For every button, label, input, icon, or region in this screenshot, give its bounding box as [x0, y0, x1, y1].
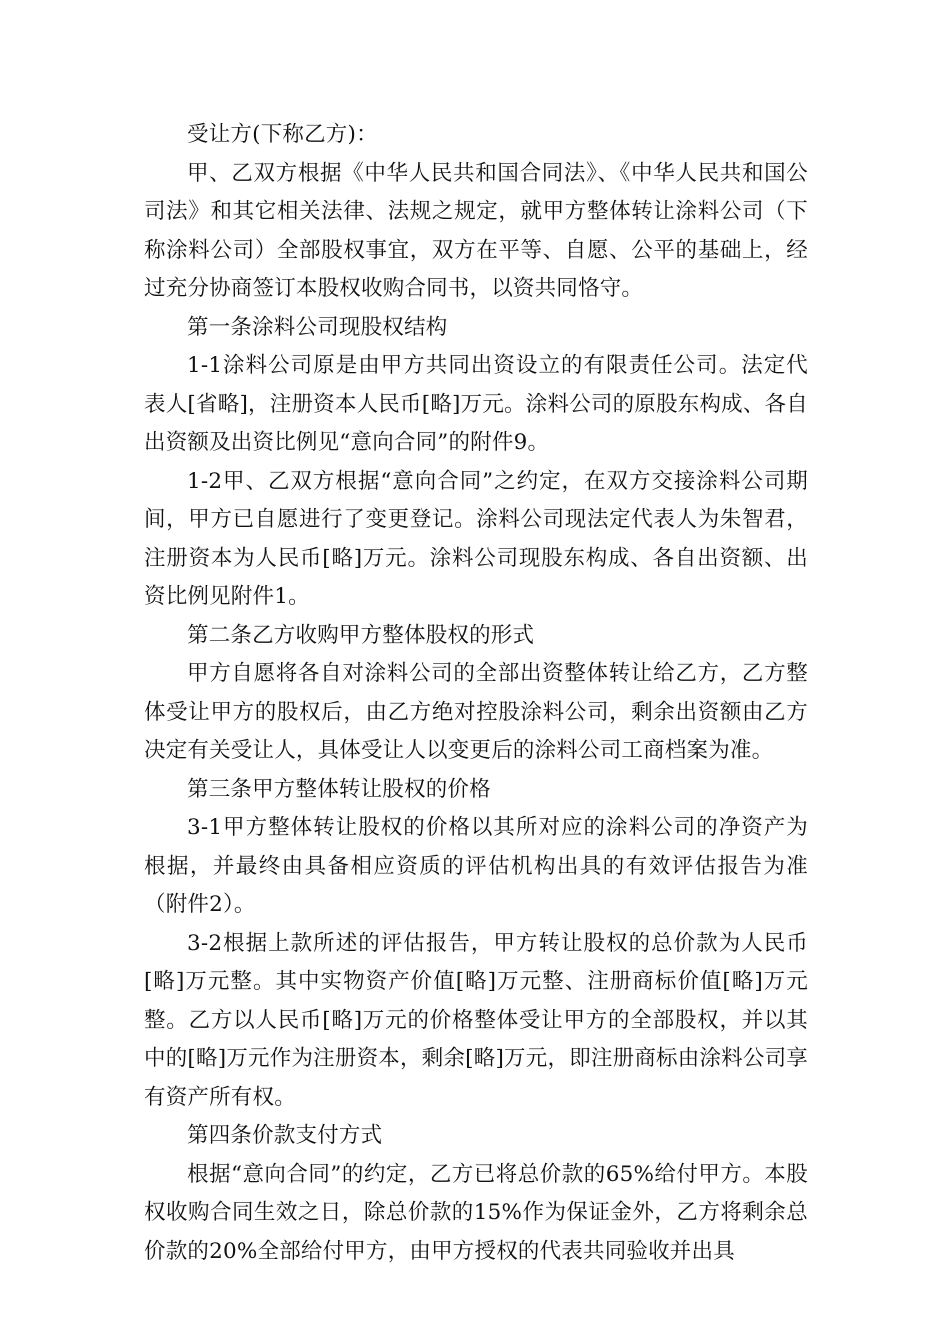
clause-1-1: 1-1涂料公司原是由甲方共同出资设立的有限责任公司。法定代表人[省略]，注册资本人民币[略]万元。涂料公司的原股东构成、各自出资额及出资比例见“意向合同”的附件9。: [144, 353, 808, 455]
paragraph-preamble: 甲、乙双方根据《中华人民共和国合同法》、《中华人民共和国公司法》和其它相关法律、法规之规定，就甲方整体转让涂料公司（下称涂料公司）全部股权事宜，双方在平等、自愿、公平的基础上，经过充分协商签订本股权收购合同书，以资共同恪守。: [144, 160, 808, 301]
article-1-heading: 第一条涂料公司现股权结构: [187, 314, 448, 340]
article-4-heading: 第四条价款支付方式: [187, 1123, 383, 1148]
clause-3-1: 3-1甲方整体转让股权的价格以其所对应的涂料公司的净资产为根据，并最终由具备相应资质的评估机构出具的有效评估报告为准（附件2）。: [144, 815, 808, 917]
clause-3-2: 3-2根据上款所述的评估报告，甲方转让股权的总价款为人民币[略]万元整。其中实物资产价值[略]万元整、注册商标价值[略]万元整。乙方以人民币[略]万元的价格整体受让甲方的全部股权，并以其中的[略]万元作为注册资本，剩余[略]万元，即注册商标由涂料公司享有资产所有权。: [144, 930, 808, 1110]
clause-1-2: 1-2甲、乙双方根据“意向合同”之约定，在双方交接涂料公司期间，甲方已自愿进行了变更登记。涂料公司现法定代表人为朱智君，注册资本为人民币[略]万元。涂料公司现股东构成、各自出资额、出资比例见附件1。: [144, 468, 808, 609]
article-4-body: 根据“意向合同”的约定，乙方已将总价款的65%给付甲方。本股权收购合同生效之日，除总价款的15%作为保证金外，乙方将剩余总价款的20%全部给付甲方，由甲方授权的代表共同验收并出具: [144, 1161, 808, 1264]
article-2-heading: 第二条乙方收购甲方整体股权的形式: [187, 622, 535, 648]
article-2-body: 甲方自愿将各自对涂料公司的全部出资整体转让给乙方，乙方整体受让甲方的股权后，由乙方绝对控股涂料公司，剩余出资额由乙方决定有关受让人，具体受让人以变更后的涂料公司工商档案为准。: [144, 661, 808, 763]
paragraph-transferee: 受让方(下称乙方)：: [187, 122, 378, 147]
article-3-heading: 第三条甲方整体转让股权的价格: [187, 776, 491, 802]
document-body: [144, 116, 808, 1271]
